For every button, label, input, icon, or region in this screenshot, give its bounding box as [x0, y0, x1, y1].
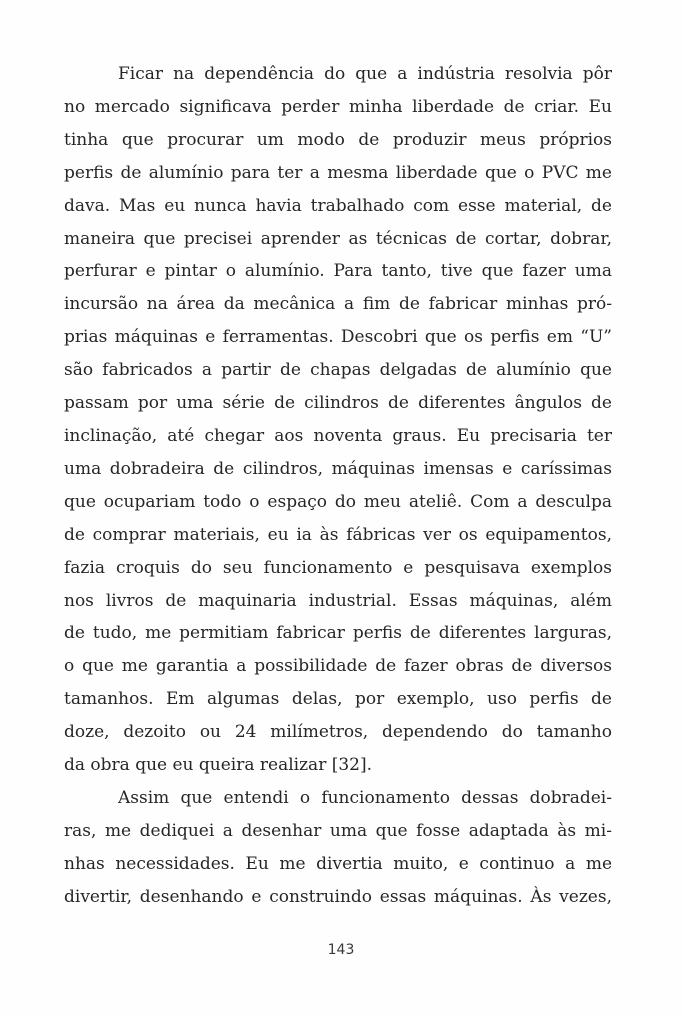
text-line: no mercado significava perder minha liberdade de criar. Eu [64, 96, 612, 117]
text-line: nos livros de maquinaria industrial. Essas máquinas, além [64, 590, 612, 611]
text-line: ras, me dediquei a desenhar uma que fosse adaptada às mi- [64, 820, 612, 841]
text-line: Ficar na dependência do que a indústria resolvia pôr [118, 64, 612, 84]
text-line: uma dobradeira de cilindros, máquinas imensas e caríssimas [64, 458, 612, 479]
text-line: inclinação, até chegar aos noventa graus. Eu precisaria ter [64, 425, 612, 446]
text-line: Assim que entendi o funcionamento dessas dobradei- [118, 787, 612, 808]
text-line: da obra que eu queira realizar [32]. [64, 755, 373, 776]
text-line: de comprar materiais, eu ia às fábricas ver os equipamentos, [64, 524, 612, 545]
text-line: prias máquinas e ferramentas. Descobri que os perfis em “U” [64, 327, 612, 348]
text-line: de tudo, me permitiam fabricar perfis de diferentes larguras, [64, 623, 612, 644]
text-line: perfis de alumínio para ter a mesma liberdade que o PVC me [64, 162, 612, 183]
text-line: incursão na área da mecânica a fim de fabricar minhas pró- [64, 294, 612, 315]
text-line: tinha que procurar um modo de produzir meus próprios [64, 129, 612, 150]
text-line: perfurar e pintar o alumínio. Para tanto, tive que fazer uma [64, 261, 612, 282]
text-line: dava. Mas eu nunca havia trabalhado com esse material, de [64, 195, 612, 216]
text-line: passam por uma série de cilindros de diferentes ângulos de [64, 393, 612, 414]
text-line: que ocupariam todo o espaço do meu ateliê. Com a desculpa [64, 491, 612, 512]
text-line: tamanhos. Em algumas delas, por exemplo, uso perfis de [64, 689, 612, 710]
text-line: nhas necessidades. Eu me divertia muito, e continuo a me [64, 853, 612, 874]
body-text [64, 58, 612, 914]
text-line: fazia croquis do seu funcionamento e pesquisava exemplos [64, 557, 612, 578]
text-line: divertir, desenhando e construindo essas máquinas. Às vezes, [64, 886, 612, 907]
text-line: doze, dezoito ou 24 milímetros, dependendo do tamanho [64, 722, 612, 743]
page-number: 143 [327, 942, 355, 958]
paragraph-1 [64, 58, 612, 782]
text-line: maneira que precisei aprender as técnicas de cortar, dobrar, [64, 228, 612, 249]
paragraph-2 [64, 782, 612, 914]
text-line: são fabricados a partir de chapas delgadas de alumínio que [64, 360, 612, 381]
text-line: o que me garantia a possibilidade de fazer obras de diversos [64, 656, 612, 677]
